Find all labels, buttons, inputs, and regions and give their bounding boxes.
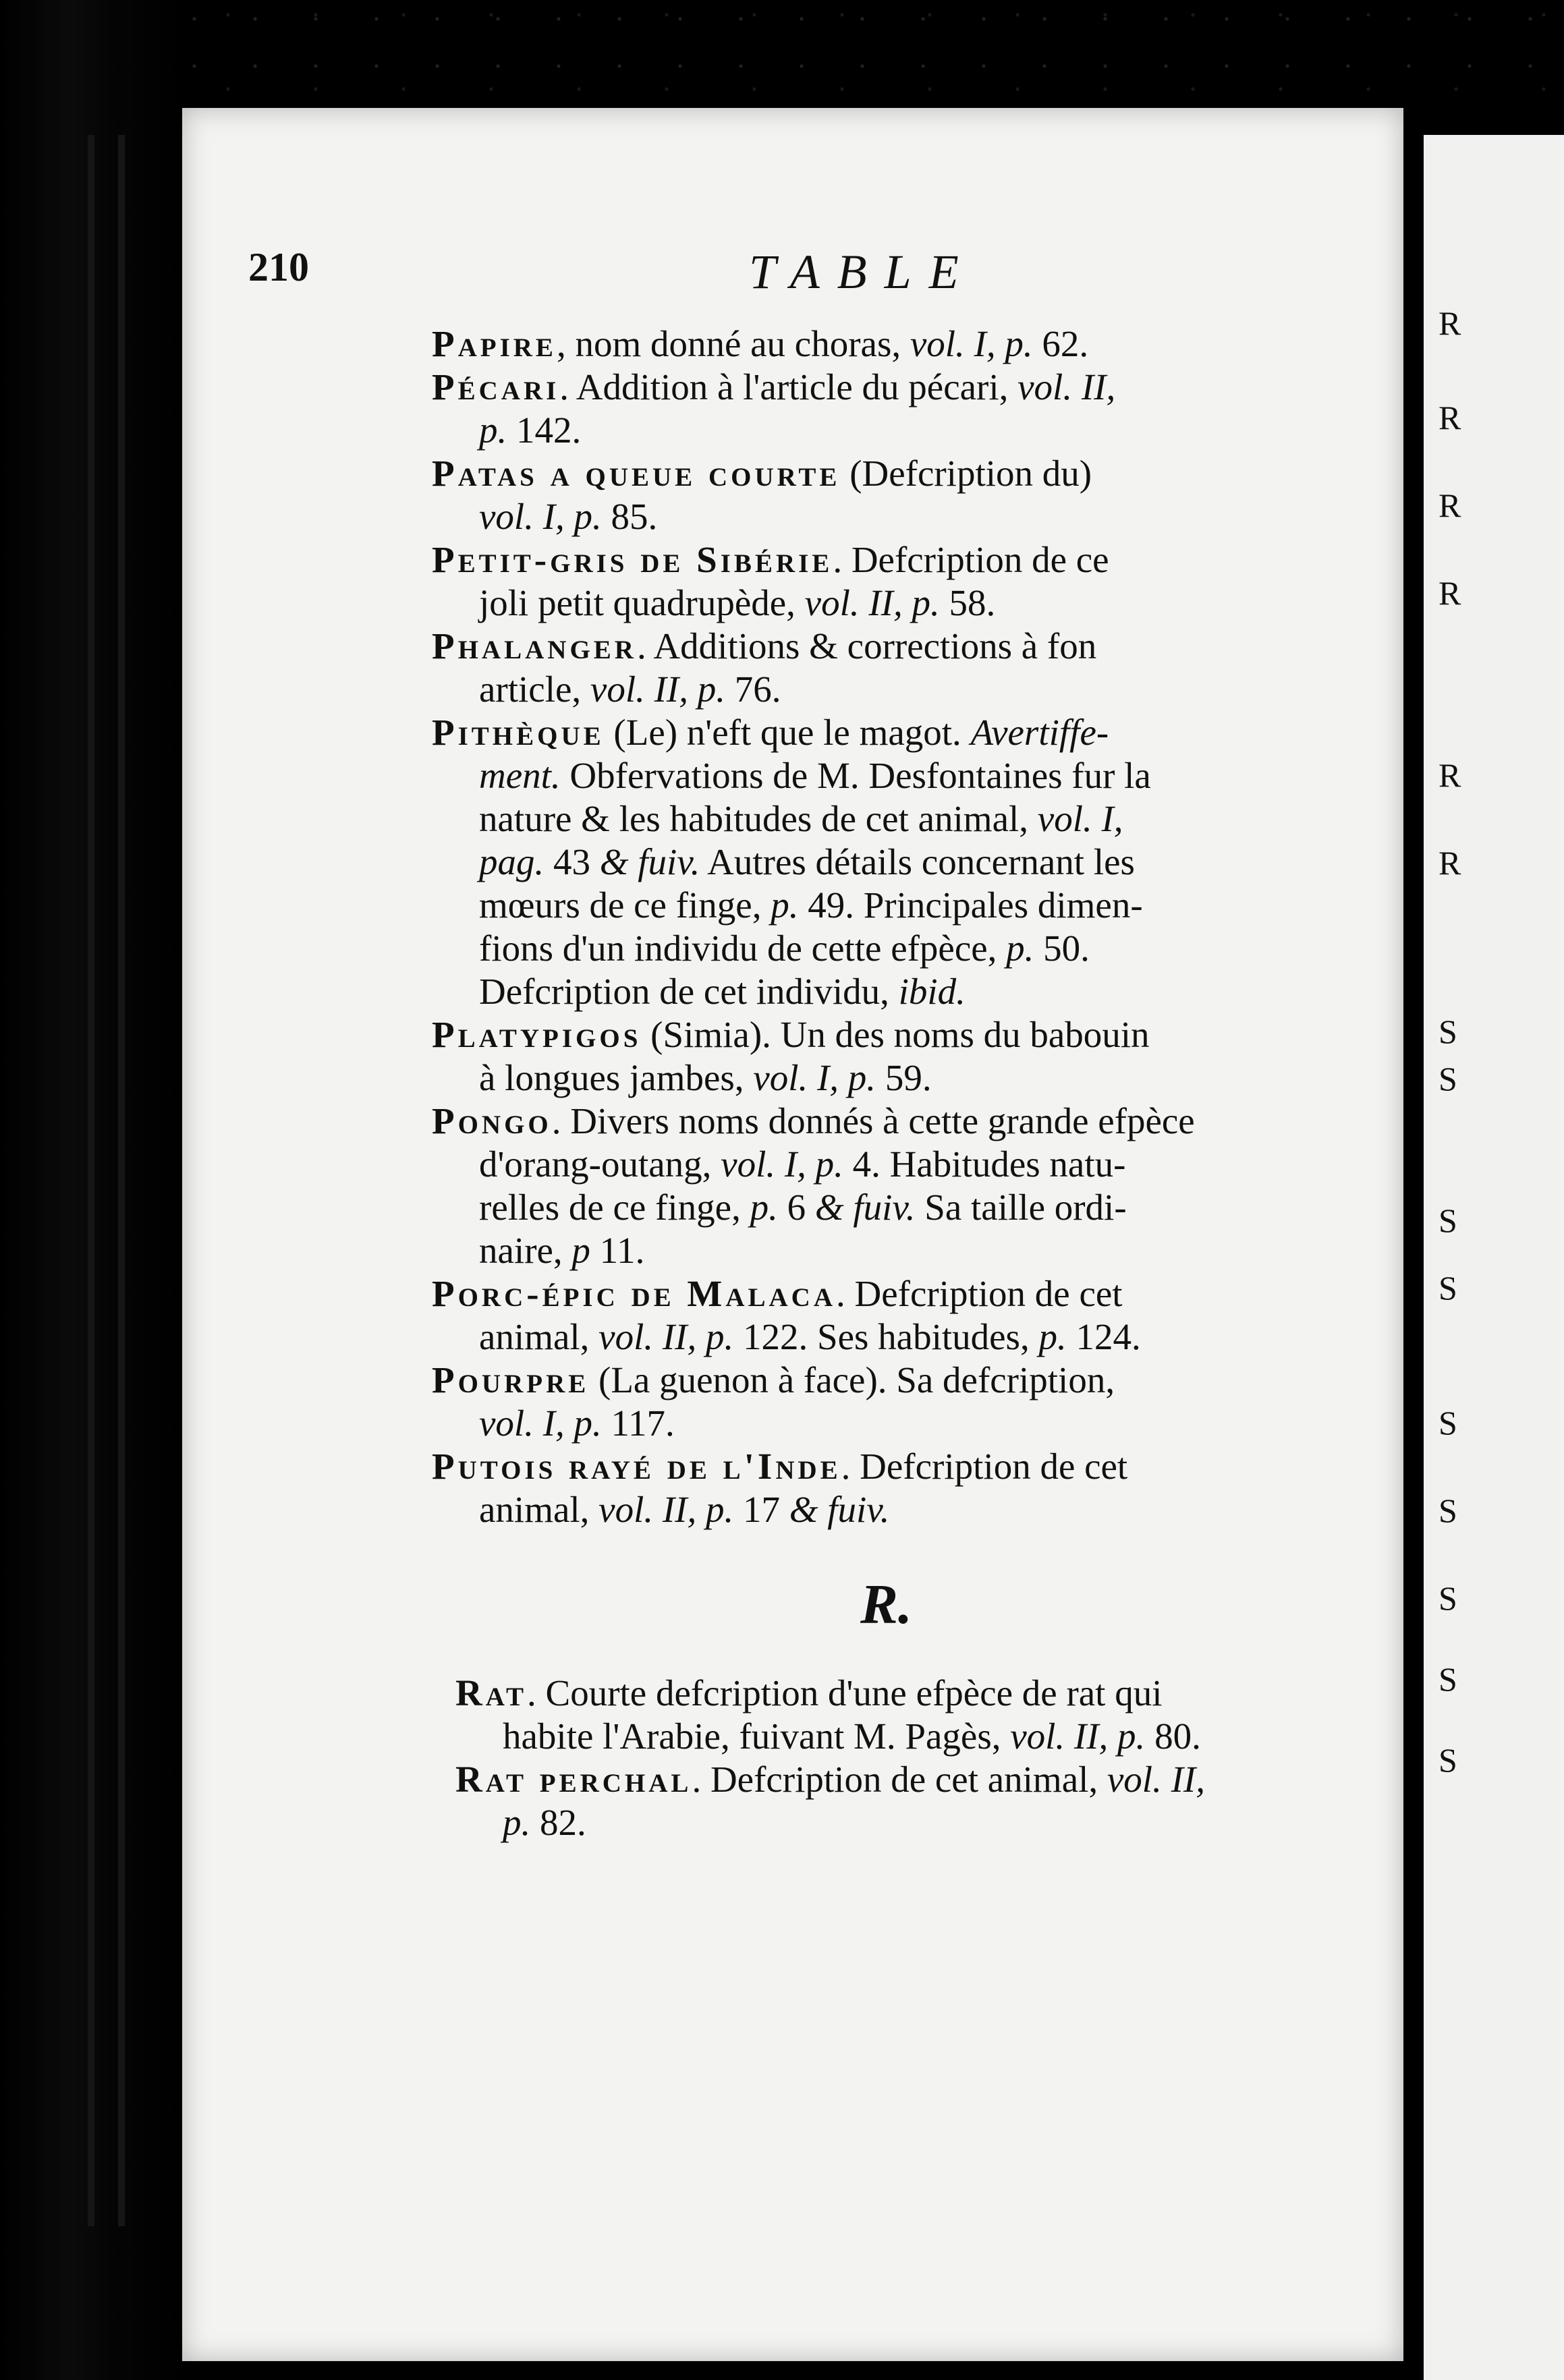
facing-page-fragment: S xyxy=(1439,1660,1458,1698)
index-entry xyxy=(432,1100,1322,1272)
facing-page-fragment: S xyxy=(1439,1579,1458,1617)
index-entry xyxy=(455,1672,1333,1758)
facing-page-fragment: R xyxy=(1439,304,1462,342)
entry-line: naire, p 11. xyxy=(479,1230,645,1271)
section-letter: R. xyxy=(860,1573,913,1636)
entry-line: vol. I, p. 85. xyxy=(479,496,658,537)
page-gutter xyxy=(1403,108,1424,2375)
entry-line: Porc-épic de Malaca. Defcription de cet xyxy=(432,1273,1123,1314)
facing-page-fragment: S xyxy=(1439,1060,1458,1098)
facing-page-fragment: S xyxy=(1439,1201,1458,1239)
index-entry xyxy=(432,625,1322,711)
index-entry xyxy=(432,452,1322,538)
index-entry xyxy=(432,322,1322,366)
entry-line: d'orang-outang, vol. I, p. 4. Habitudes natu- xyxy=(479,1143,1126,1185)
entry-line: p. 142. xyxy=(479,409,582,451)
index-entries-p xyxy=(432,322,1322,1531)
facing-page-fragment: S xyxy=(1439,1404,1458,1442)
entry-line: Rat. Courte defcription d'une efpèce de rat qui xyxy=(455,1672,1163,1713)
entry-line: Platypigos (Simia). Un des noms du babouin xyxy=(432,1014,1150,1055)
index-entry xyxy=(432,1359,1322,1445)
index-entry xyxy=(432,711,1322,1013)
entry-line: habite l'Arabie, fuivant M. Pagès, vol. II, p. 80. xyxy=(503,1716,1201,1757)
facing-page-fragment: S xyxy=(1439,1741,1458,1779)
facing-page-fragment: R xyxy=(1439,399,1462,436)
entry-line: Phalanger. Additions & corrections à fon xyxy=(432,625,1097,667)
index-entry xyxy=(432,1013,1322,1100)
facing-page-edge xyxy=(1424,135,1564,2380)
entry-line: Papire, nom donné au choras, vol. I, p. 62. xyxy=(432,323,1089,364)
entry-line: relles de ce finge, p. 6 & fuiv. Sa taille ordi- xyxy=(479,1187,1127,1228)
index-entry xyxy=(432,1445,1322,1531)
entry-line: ment. Obfervations de M. Desfontaines fur la xyxy=(479,755,1151,796)
entry-line: Pourpre (La guenon à face). Sa defcription, xyxy=(432,1359,1115,1400)
entry-line: pag. 43 & fuiv. Autres détails concernant les xyxy=(479,841,1135,882)
entry-line: animal, vol. II, p. 122. Ses habitudes, p. 124. xyxy=(479,1316,1141,1357)
entry-line: nature & les habitudes de cet animal, vol. I, xyxy=(479,798,1123,839)
entry-line: Defcription de cet individu, ibid. xyxy=(479,971,966,1012)
entry-line: mœurs de ce finge, p. 49. Principales dimen- xyxy=(479,884,1143,926)
facing-page-fragment: S xyxy=(1439,1269,1458,1307)
entry-line: p. 82. xyxy=(503,1802,586,1843)
index-entry xyxy=(455,1758,1333,1844)
entry-line: Pithèque (Le) n'eft que le magot. Avertiffe- xyxy=(432,712,1109,753)
binding-line xyxy=(88,135,94,2226)
entry-line: joli petit quadrupède, vol. II, p. 58. xyxy=(479,582,996,623)
facing-page-fragment: S xyxy=(1439,1013,1458,1050)
index-entry xyxy=(432,1272,1322,1359)
entry-line: Pécari. Addition à l'article du pécari, vol. II, xyxy=(432,366,1116,407)
entry-line: animal, vol. II, p. 17 & fuiv. xyxy=(479,1489,890,1530)
entry-line: Pongo. Divers noms donnés à cette grande efpèce xyxy=(432,1100,1195,1141)
page-number: 210 xyxy=(248,245,309,289)
facing-page-fragment: R xyxy=(1439,756,1462,794)
entry-line: Rat perchal. Defcription de cet animal, vol. II, xyxy=(455,1759,1205,1800)
scan-background-top xyxy=(0,0,1564,108)
facing-page-fragment: R xyxy=(1439,486,1462,524)
index-entry xyxy=(432,538,1322,625)
binding-line xyxy=(118,135,125,2226)
index-entries-r xyxy=(455,1672,1333,1844)
entry-line: Putois rayé de l'Inde. Defcription de cet xyxy=(432,1446,1128,1487)
entry-line: vol. I, p. 117. xyxy=(479,1402,675,1444)
index-entry xyxy=(432,366,1322,452)
entry-line: Petit-gris de Sibérie. Defcription de ce xyxy=(432,539,1109,580)
facing-page-fragment: R xyxy=(1439,844,1462,882)
entry-line: à longues jambes, vol. I, p. 59. xyxy=(479,1057,932,1098)
entry-line: article, vol. II, p. 76. xyxy=(479,669,781,710)
entry-line: Patas a queue courte (Defcription du) xyxy=(432,453,1092,494)
facing-page-fragment: R xyxy=(1439,574,1462,612)
book-binding-edge xyxy=(0,0,182,2380)
entry-line: fions d'un individu de cette efpèce, p. 50. xyxy=(479,928,1090,969)
running-header: TABLE xyxy=(749,245,976,299)
facing-page-fragment: S xyxy=(1439,1492,1458,1529)
